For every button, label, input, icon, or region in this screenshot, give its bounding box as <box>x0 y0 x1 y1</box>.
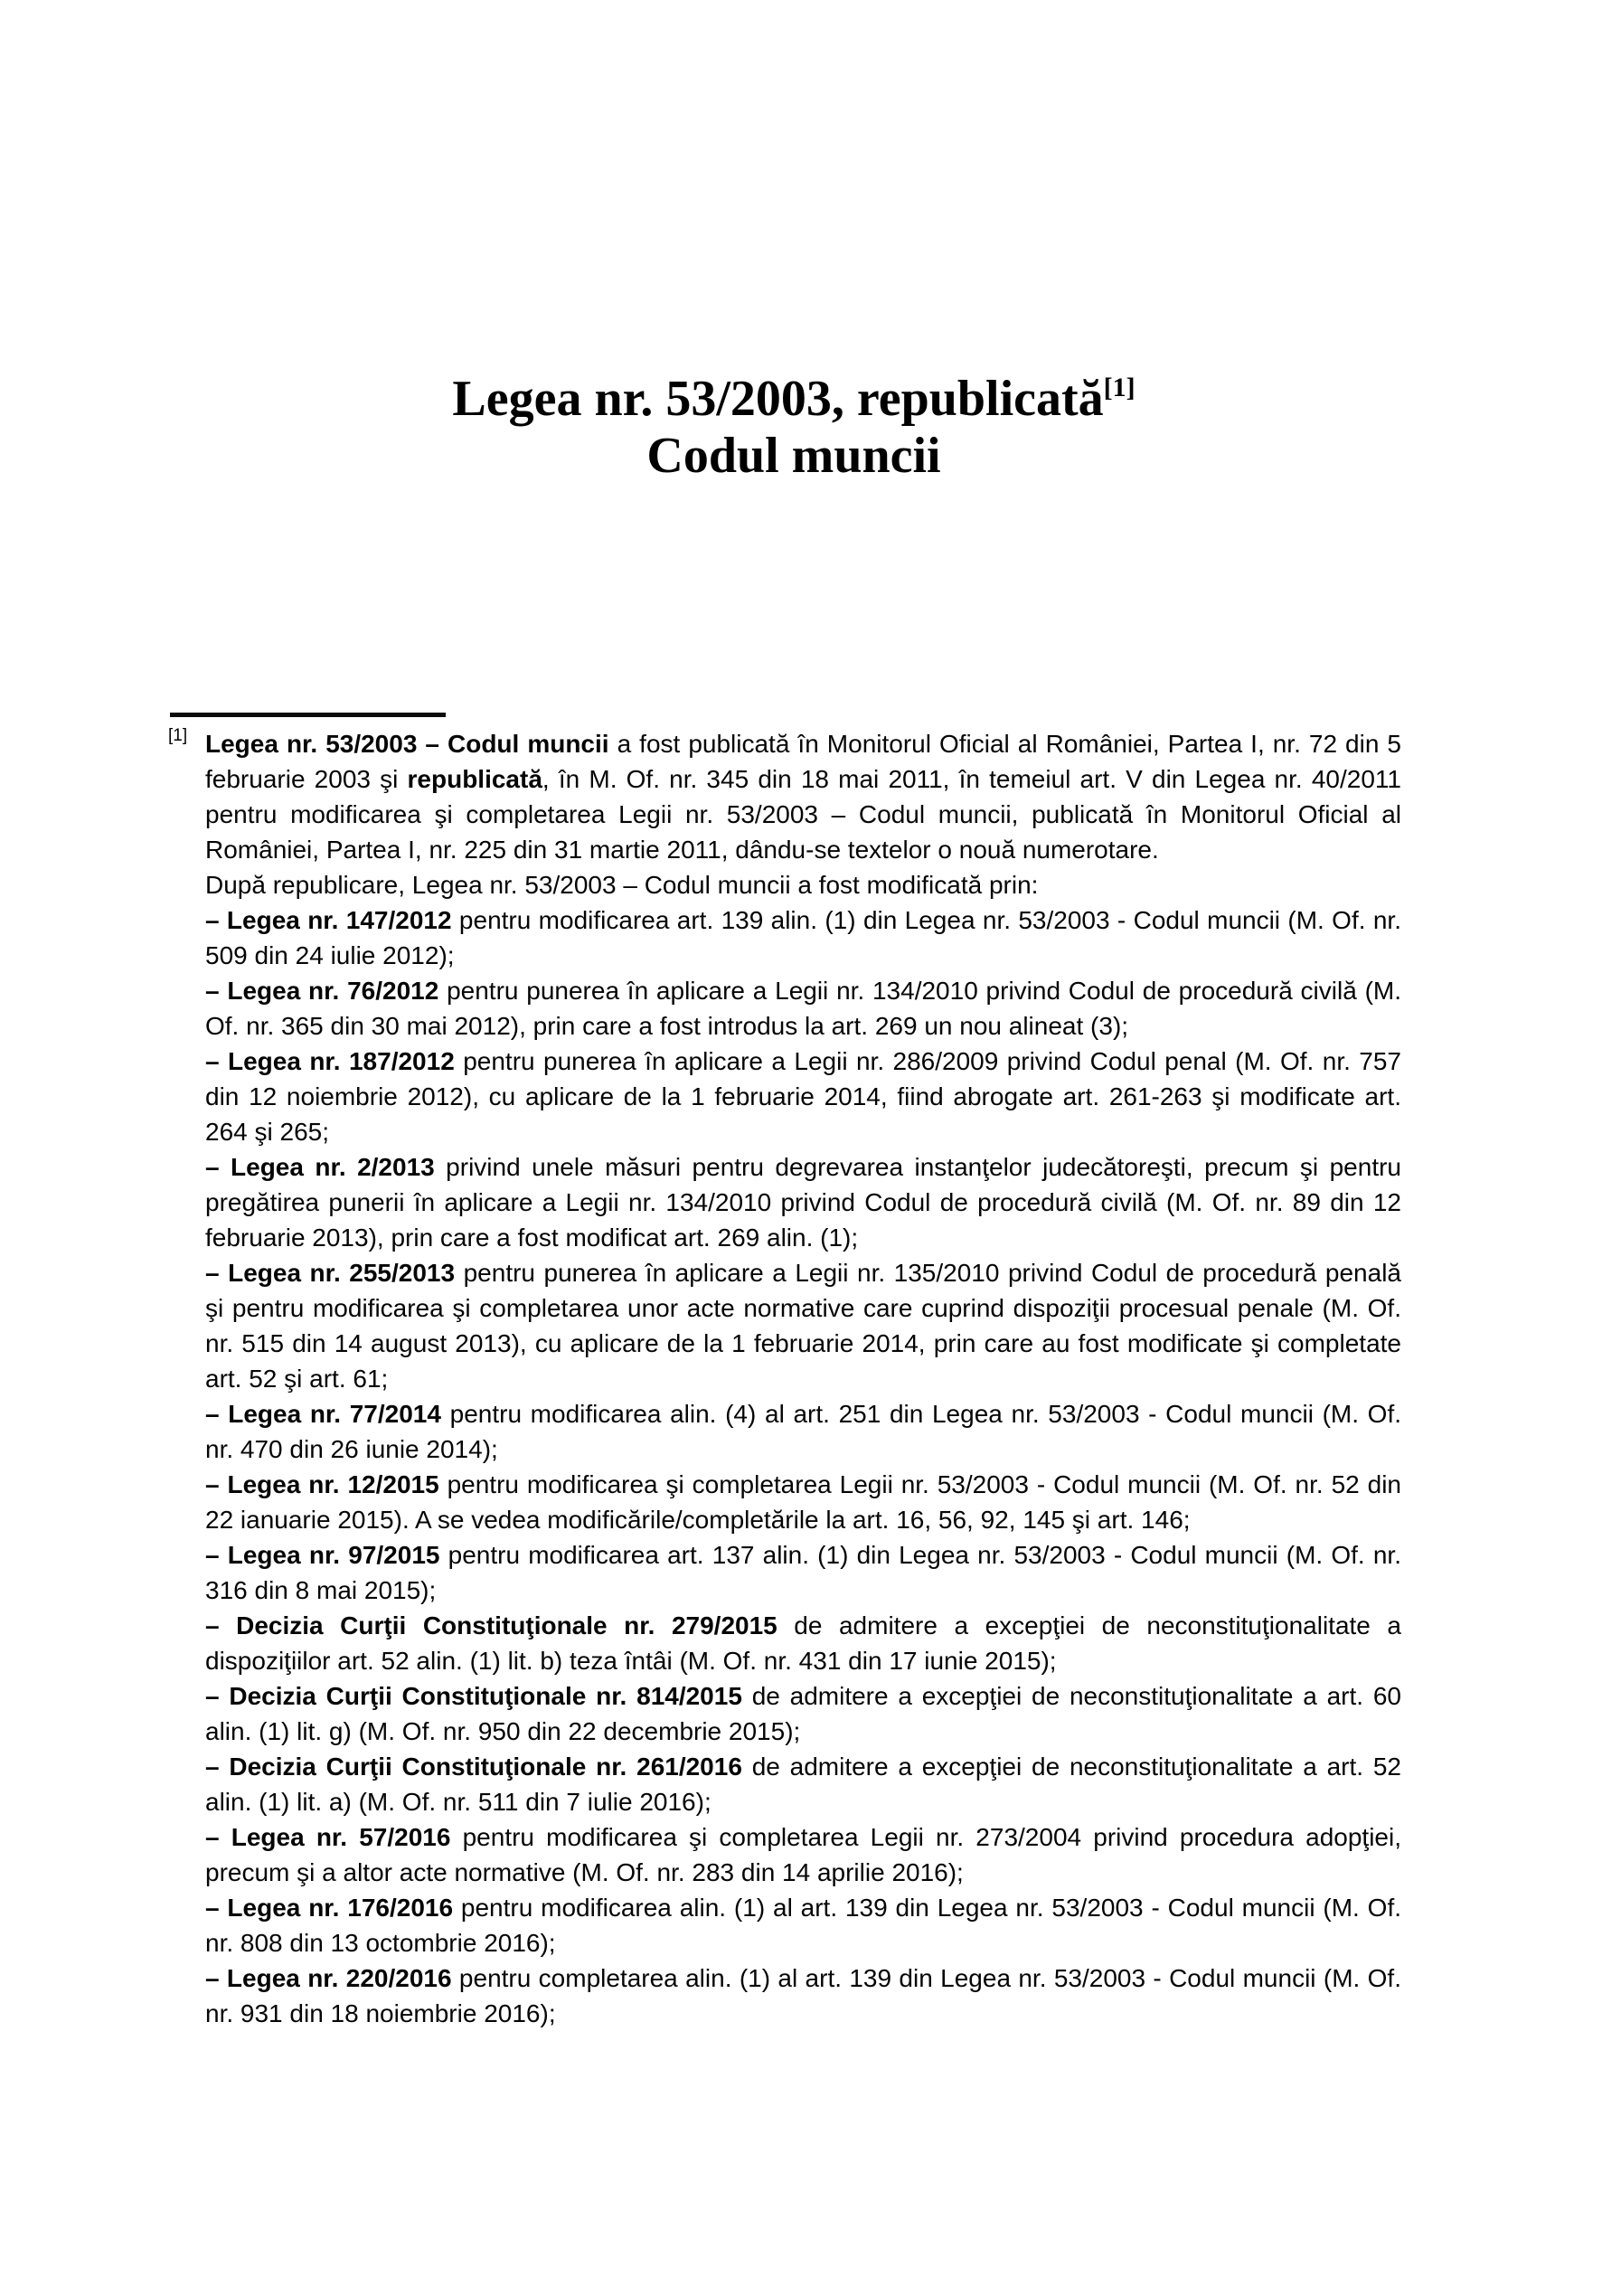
footnote-paragraph <box>205 1149 1401 1255</box>
footnote-run: pentru punerea în aplicare a Legii nr. 135/2010 privind Codul de procedură penală şi pentru modificarea şi completarea unor acte normative care cuprind dispoziţii procesual penale (M. Of. nr. 515 din 14 august 2013), cu aplicare de la 1 februarie 2014, prin care au fost modificate şi completate art. 52 şi art. 61; <box>205 1259 1401 1393</box>
footnote-paragraph <box>168 726 1401 867</box>
title-footnote-reference: [1] <box>1103 373 1136 402</box>
footnote-run-bold: – Legea nr. 220/2016 <box>205 1964 452 1992</box>
footnote-run-bold: – Decizia Curţii Constituţionale nr. 814/2015 <box>205 1682 742 1710</box>
footnote-marker: [1] <box>168 726 188 745</box>
footnote-paragraphs <box>168 726 1402 2031</box>
footnote-run-bold: – Decizia Curţii Constituţionale nr. 261/2016 <box>205 1753 742 1781</box>
footnote-run-bold: – Legea nr. 77/2014 <box>205 1400 441 1428</box>
footnote-run: pentru modificarea şi completarea Legii nr. 273/2004 privind procedura adopţiei, precum şi a altor acte normative (M. Of. nr. 283 din 14 aprilie 2016); <box>205 1823 1402 1886</box>
footnote-paragraph <box>205 867 1401 902</box>
footnote-paragraph <box>205 1749 1401 1819</box>
footnote-run: pentru punerea în aplicare a Legii nr. 134/2010 privind Codul de procedură civilă (M. Of. nr. 365 din 30 mai 2012), prin care a fost introdus la art. 269 un nou alineat (3); <box>205 977 1401 1040</box>
footnote-run: După republicare, Legea nr. 53/2003 – Codul muncii a fost modificată prin: <box>205 871 1039 899</box>
footnote-run-bold: – Legea nr. 12/2015 <box>205 1470 439 1498</box>
footnote-paragraph <box>205 1890 1401 1961</box>
footnote-run: pentru modificarea art. 139 alin. (1) din Legea nr. 53/2003 - Codul muncii (M. Of. nr. 509 din 24 iulie 2012); <box>205 906 1401 969</box>
document-title <box>0 371 1588 484</box>
footnote-paragraph <box>205 1255 1401 1396</box>
footnote-paragraph <box>205 1678 1401 1749</box>
footnote-run-bold: – Legea nr. 147/2012 <box>205 906 452 934</box>
title-line-2: Codul muncii <box>646 428 941 484</box>
footnote-run: pentru punerea în aplicare a Legii nr. 286/2009 privind Codul penal (M. Of. nr. 757 din 12 noiembrie 2012), cu aplicare de la 1 februarie 2014, fiind abrogate art. 261-263 şi modificate art. 264 şi 265; <box>205 1047 1402 1146</box>
footnote-run: pentru modificarea art. 137 alin. (1) din Legea nr. 53/2003 - Codul muncii (M. Of. nr. 316 din 8 mai 2015); <box>205 1541 1401 1604</box>
footnote-paragraph <box>205 973 1401 1044</box>
footnote-run: pentru completarea alin. (1) al art. 139 din Legea nr. 53/2003 - Codul muncii (M. Of. nr. 931 din 18 noiembrie 2016); <box>205 1964 1401 2027</box>
footnote-run-bold: – Legea nr. 176/2016 <box>205 1894 454 1922</box>
footnote-separator-rule <box>170 713 446 717</box>
footnote-run-bold: – Legea nr. 2/2013 <box>205 1153 435 1181</box>
footnote-run: , în M. Of. nr. 345 din 18 mai 2011, în temeiul art. V din Legea nr. 40/2011 pentru modificarea şi completarea Legii nr. 53/2003 – Codul muncii, publicată în Monitorul Oficial al României, Partea I, nr. 225 din 31 martie 2011, dându-se textelor o nouă numerotare. <box>205 765 1401 864</box>
footnote-paragraph <box>205 1608 1401 1678</box>
footnote-paragraph <box>205 1961 1401 2031</box>
footnote-paragraph <box>205 1467 1401 1537</box>
title-line-1 <box>0 371 1588 431</box>
footnote-run: de admitere a excepţiei de neconstituţionalitate a art. 52 alin. (1) lit. a) (M. Of. nr. 511 din 7 iulie 2016); <box>205 1753 1401 1816</box>
footnote-run-bold: – Legea nr. 76/2012 <box>205 977 439 1005</box>
footnote-run: privind unele măsuri pentru degrevarea instanţelor judecătoreşti, precum şi pentru pregătirea punerii în aplicare a Legii nr. 134/2010 privind Codul de procedură civilă (M. Of. nr. 89 din 12 februarie 2013), prin care a fost modificat art. 269 alin. (1); <box>205 1153 1401 1252</box>
footnote-run-bold: – Legea nr. 57/2016 <box>205 1823 451 1851</box>
footnote-run-bold: – Decizia Curţii Constituţionale nr. 279/2015 <box>205 1611 777 1639</box>
footnote-run: pentru modificarea şi completarea Legii nr. 53/2003 - Codul muncii (M. Of. nr. 52 din 22 ianuarie 2015). A se vedea modificările/completările la art. 16, 56, 92, 145 şi art. 146; <box>205 1470 1402 1534</box>
footnote-paragraph <box>205 1819 1401 1890</box>
title-text: Legea nr. 53/2003, republicată <box>452 371 1104 427</box>
footnote-run-bold: – Legea nr. 255/2013 <box>205 1259 456 1287</box>
footnote-paragraph <box>205 902 1401 973</box>
footnote-run-bold: – Legea nr. 97/2015 <box>205 1541 440 1569</box>
footnote-paragraph <box>205 1537 1401 1608</box>
footnote-run-bold: – Legea nr. 187/2012 <box>205 1047 455 1075</box>
footnote-run: pentru modificarea alin. (4) al art. 251 din Legea nr. 53/2003 - Codul muncii (M. Of. nr. 470 din 26 iunie 2014); <box>205 1400 1402 1463</box>
footnote-block <box>168 726 1402 2031</box>
footnote-run: a fost publicată în Monitorul Oficial al României, Partea I, nr. 72 din 5 februarie 2003 şi <box>205 730 1401 793</box>
footnote-run-bold: Legea nr. 53/2003 – Codul muncii <box>205 730 609 758</box>
footnote-run: de admitere a excepţiei de neconstituţionalitate a dispoziţiilor art. 52 alin. (1) lit. b) teza întâi (M. Of. nr. 431 din 17 iunie 2015); <box>205 1611 1401 1675</box>
footnote-run: de admitere a excepţiei de neconstituţionalitate a art. 60 alin. (1) lit. g) (M. Of. nr. 950 din 22 decembrie 2015); <box>205 1682 1401 1745</box>
footnote-paragraph <box>205 1396 1401 1467</box>
footnote-run: pentru modificarea alin. (1) al art. 139 din Legea nr. 53/2003 - Codul muncii (M. Of. nr. 808 din 13 octombrie 2016); <box>205 1894 1401 1957</box>
footnote-paragraph <box>205 1044 1401 1149</box>
footnote-run-bold: republicată <box>407 765 542 793</box>
